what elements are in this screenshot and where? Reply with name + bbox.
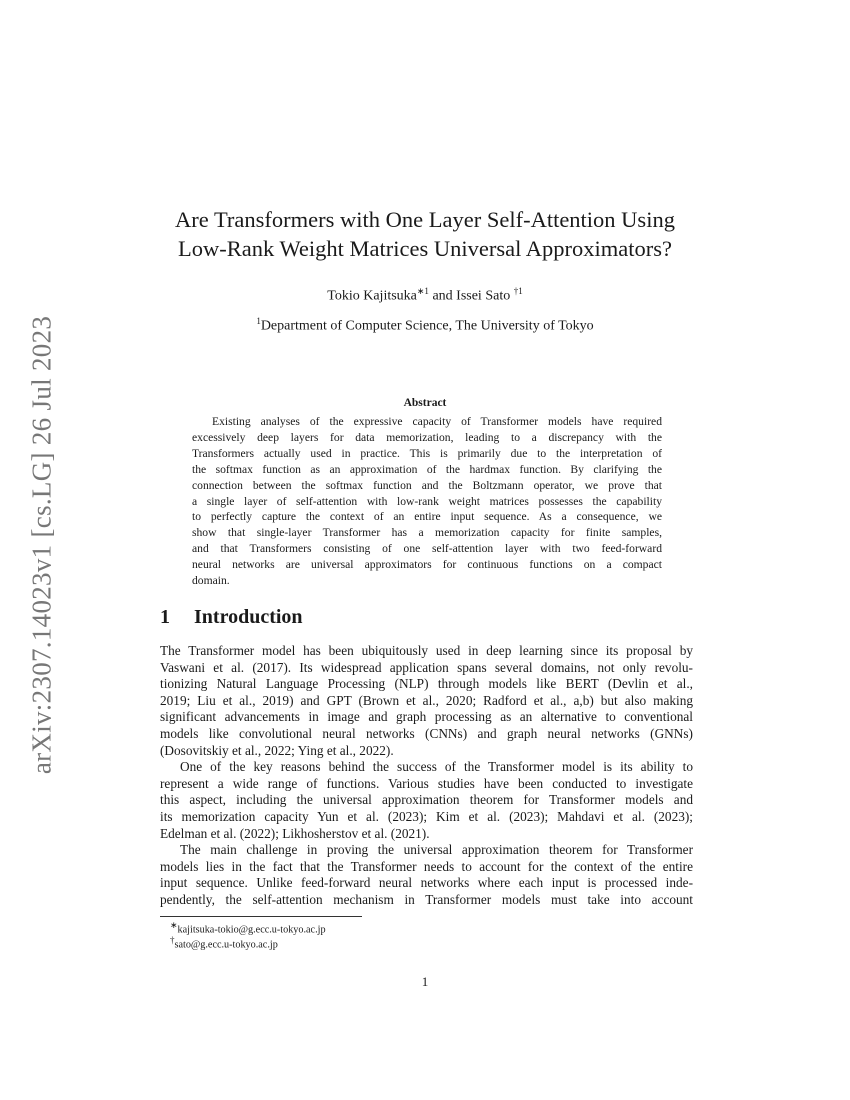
introduction-body [160,643,693,909]
page-number: 1 [421,974,429,989]
abstract-line: connection between the softmax function and the Boltzmann operator, we prove that [192,478,662,492]
body-line: (Dosovitskiy et al., 2022; Ying et al., 2022). [160,742,394,758]
body-line: this aspect, including the universal approximation theorem for Transformer models and [160,792,693,808]
body-line: Vaswani et al. (2017). Its widespread application spans several domains, not only revolu- [160,659,693,675]
body-line: models like convolutional neural networks (CNNs) and graph neural networks (GNNs) [160,725,693,741]
abstract-line: domain. [192,574,230,588]
body-line: models lies in the fact that the Transformer needs to account for the context of the entire [160,858,693,874]
abstract-line: neural networks are universal approximators for continuous functions on a compact [192,558,662,572]
footnote [170,920,326,935]
title-line: Are Transformers with One Layer Self-Attention Using [175,207,675,232]
abstract-body [192,414,662,589]
footnote-mark: ∗ [170,920,178,930]
authors-conjunction: and [428,288,457,304]
affiliation-text: Department of Computer Science, The University of Tokyo [260,318,594,334]
footnote-email[interactable]: kajitsuka-tokio@g.ecc.u-tokyo.ac.jp [177,924,326,936]
author-name: Issei Sato [456,288,514,304]
abstract-line: show that single-layer Transformer has a memorization capacity for finite samples, [192,526,662,540]
abstract-line: excessively deep layers for data memorization, leading to a discrepancy with the [192,430,662,444]
footnote [170,935,278,950]
body-line: The main challenge in proving the universal approximation theorem for Transformer [180,842,693,858]
abstract-line: to perfectly capture the context of an entire input sequence. As a consequence, we [192,510,662,524]
arxiv-identifier-stamp: arXiv:2307.14023v1 [cs.LG] 26 Jul 2023 [26,315,57,775]
abstract-line: a single layer of self-attention with low-rank weight matrices possesses the capability [192,494,662,508]
affiliation [0,316,850,335]
body-line: significant advancements in image and graph processing as an alternative to conventional [160,709,693,725]
author-name: Tokio Kajitsuka [327,288,417,304]
body-line: The Transformer model has been ubiquitously used in deep learning since its proposal by [160,643,693,658]
authors [0,286,850,305]
body-line: input sequence. Unlike feed-forward neural networks where each input is processed inde- [160,875,693,891]
abstract-line: and that Transformers consisting of one self-attention layer with two feed-forward [192,542,662,556]
section-heading [160,606,327,629]
footnote-rule [160,916,362,917]
affiliation-mark: 1 [256,316,261,326]
body-line: 2019; Liu et al., 2019) and GPT (Brown et al., 2020; Radford et al., a,b) but also making [160,692,693,708]
title-line: Low-Rank Weight Matrices Universal Approximators? [178,236,672,261]
body-line: represent a wide range of functions. Various studies have been conducted to investigate [160,775,693,791]
abstract-line: Transformers actually used in practice. This is primarily due to the interpretation of [192,446,662,460]
paper-title [0,205,850,263]
body-line: its memorization capacity Yun et al. (2023); Kim et al. (2023); Mahdavi et al. (2023); [160,808,693,824]
abstract-line: the softmax function as an approximation of the hardmax function. By clarifying the [192,462,662,476]
body-line: pendently, the self-attention mechanism in Transformer models must take into account [160,891,693,907]
body-line: tionizing Natural Language Processing (NLP) through models like BERT (Devlin et al., [160,676,693,692]
abstract-line: Existing analyses of the expressive capacity of Transformer models have required [212,415,662,428]
section-number: 1 [160,606,170,628]
footnote-mark: ∗1 [416,286,429,296]
footnote-mark: † [170,935,175,945]
footnote-email[interactable]: sato@g.ecc.u-tokyo.ac.jp [174,939,278,951]
abstract-heading: Abstract [403,397,447,409]
section-title: Introduction [194,606,303,628]
body-line: Edelman et al. (2022); Likhosherstov et al. (2021). [160,825,430,841]
body-line: One of the key reasons behind the success of the Transformer model is its ability to [180,759,693,775]
footnote-mark: †1 [513,286,523,296]
